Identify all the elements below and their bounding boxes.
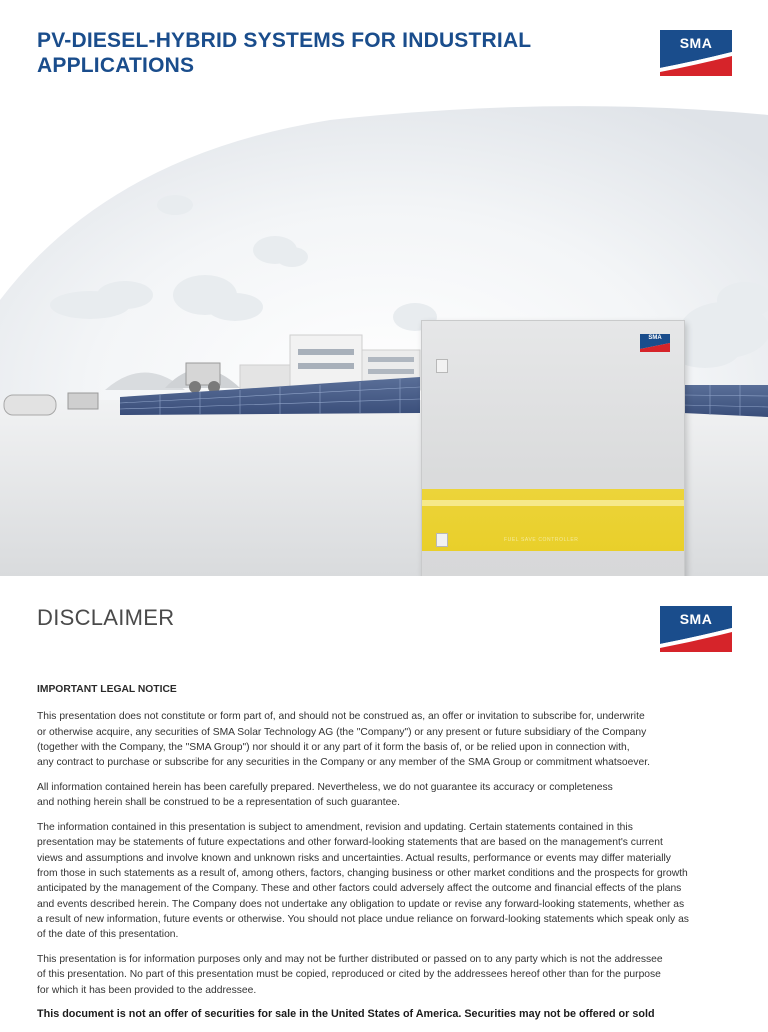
sma-logo-text: SMA [679, 35, 713, 51]
disclaimer-title: DISCLAIMER [37, 605, 175, 630]
notice-paragraph: All information contained herein has been carefully prepared. Nevertheless, we do not guarantee its accuracy or completeness and nothing herein shall be construed to be a representation of such guarantee. [37, 781, 613, 809]
legal-notice-body [37, 682, 737, 1032]
notice-heading: IMPORTANT LEGAL NOTICE [37, 684, 177, 695]
sma-logo [660, 30, 732, 76]
cabinet-label: FUEL SAVE CONTROLLER [504, 537, 579, 543]
slide-title: PV-DIESEL-HYBRID SYSTEMS FOR INDUSTRIAL APPLICATIONS [37, 29, 531, 77]
notice-paragraph: This presentation does not constitute or form part of, and should not be construed as, an offer or invitation to subscribe for, underwrite or otherwise acquire, any securities of SMA Solar Technology AG (the "Company") or any present or future subsidiary of the Company (together with the Company, the "SMA Group") nor should it or any part of it form the basis of, or be relied upon in connection with, any contract to purchase or subscribe for any securities in the Company or any member of the SMA Group or commitment whatsoever. [37, 711, 650, 769]
notice-paragraph-bold: This document is not an offer of securities for sale in the United States of America. Securities may not be offered or sold [37, 1008, 655, 1021]
notice-paragraph: The information contained in this presentation is subject to amendment, revision and updating. Certain statements contained in this presentation may be statements of future expectations and other forward-looking statements that are based on the management's current views and assumptions and involve known and unknown risks and uncertainties. Actual results, performance or events may differ materially from those in such statements as a result of, among others, factors, changing business or other market conditions and the prospects for growth anticipated by the management of the Company. These and other factors could adversely affect the outcome and financial effects of the plans and events described herein. The Company does not undertake any obligation to update or revise any forward-looking statements, whether as a result of new information, future events or otherwise. You should not place undue reliance on forward-looking statements which speak only as of the date of this presentation. [37, 822, 689, 941]
light-stripe [422, 500, 684, 506]
sma-logo-text: SMA [679, 611, 713, 627]
upper-lock-icon [436, 359, 448, 373]
disclaimer-slide [0, 576, 768, 1024]
cabinet-logo-text: SMA [648, 335, 662, 341]
cabinet-sma-logo [640, 334, 670, 352]
sma-logo [660, 606, 732, 652]
fuel-save-controller-cabinet [421, 320, 685, 576]
notice-paragraph: This presentation is for information purposes only and may not be further distributed or passed on to any party which is not the addressee of this presentation. No part of this presentation must be copied, reproduced or cited by the addressees hereof other than for the purpose for which it has been provided to the addressee. [37, 953, 663, 996]
product-scene-illustration [0, 95, 768, 576]
lower-lock-icon [436, 533, 448, 547]
